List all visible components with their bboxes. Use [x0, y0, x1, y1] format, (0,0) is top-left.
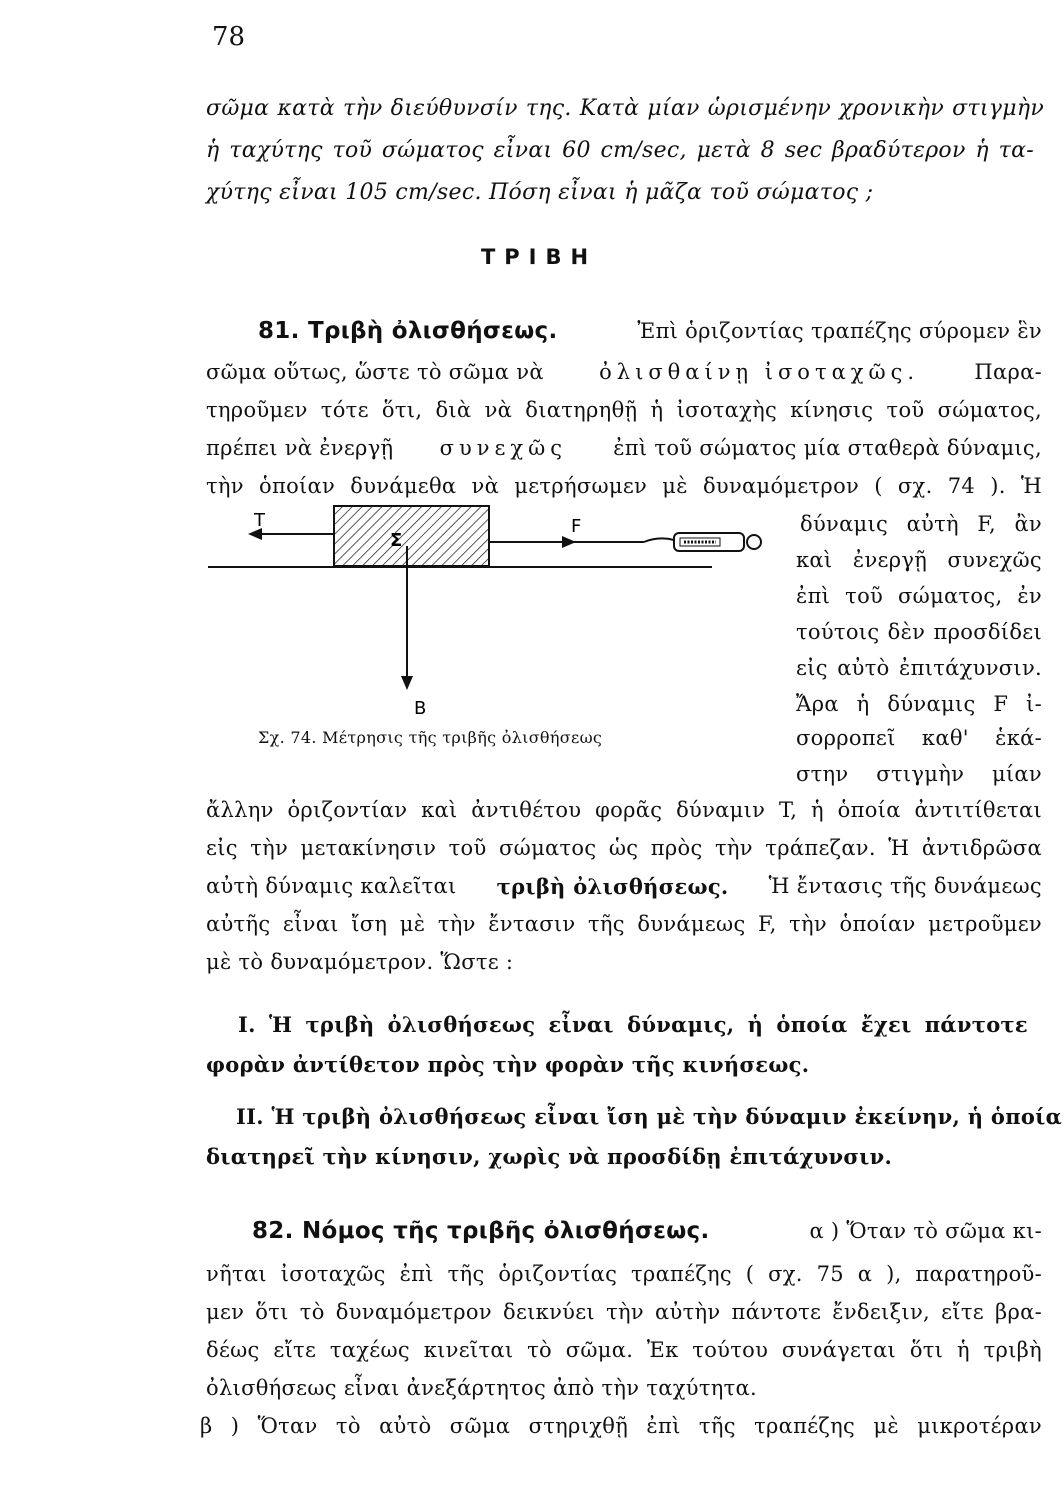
s81-term-friction: τριβὴ ὀλισθήσεως. — [496, 874, 729, 899]
s81-side-line-1: δύναμις αὐτὴ F, ἂν — [800, 512, 1042, 536]
s82-line-4: δέως εἴτε ταχέως κινεῖται τὸ σῶμα. Ἐκ τούτου συνάγεται ὅτι ἡ τριβὴ — [206, 1338, 1042, 1362]
s81-after-line-3 — [206, 874, 1042, 899]
s82-title: 82. Νόμος τῆς τριβῆς ὀλισθήσεως. — [252, 1218, 710, 1244]
intro-line-1: σῶμα κατὰ τὴν διεύθυνσίν της. Κατὰ μίαν ὡρισμένην χρονικὴν στιγμὴν — [206, 96, 1044, 121]
s82-line-3: μεν ὅτι τὸ δυναμόμετρον δεικνύει τὴν αὐτὴν πάντοτε ἔνδειξιν, εἴτε βρα- — [206, 1300, 1042, 1324]
s81-line-2 — [206, 360, 1042, 384]
s81-after-line-2: εἰς τὴν μετακίνησιν τοῦ σώματος ὡς πρὸς τὴν τράπεζαν. Ἡ ἀντιδρῶσα — [206, 836, 1042, 860]
label-T: T — [254, 510, 265, 531]
s81-side-line-3: ἐπὶ τοῦ σώματος, ἐν — [796, 584, 1042, 608]
s81-line-3: τηροῦμεν τότε ὅτι, διὰ νὰ διατηρηθῇ ἡ ἰσοταχὴς κίνησις τοῦ σώματος, — [206, 398, 1042, 422]
section-heading: ΤΡΙΒΗ — [480, 245, 598, 269]
dynamometer-icon — [644, 533, 761, 551]
s81-after-line-3-b: Ἡ ἔντασις τῆς δυνάμεως — [768, 874, 1042, 898]
s81-side-line-4: τούτοις δὲν προσδίδει — [796, 620, 1042, 644]
s81-line-1 — [258, 318, 1042, 344]
s81-after-line-1: ἄλλην ὁριζοντίαν καὶ ἀντιθέτου φορᾶς δύναμιν T, ἡ ὁποία ἀντιτίθεται — [206, 798, 1042, 822]
s81-after-line-5: μὲ τὸ δυναμόμετρον. Ὥστε : — [206, 950, 514, 974]
label-Sigma: Σ — [390, 530, 403, 551]
force-F-arrowhead — [562, 536, 576, 548]
s81-after-line-3-a: αὐτὴ δύναμις καλεῖται — [206, 874, 457, 898]
s81-side-line-6: Ἄρα ἡ δύναμις F ἰ- — [796, 692, 1042, 716]
s82-line-6: β ) Ὅταν τὸ αὐτὸ σῶμα στηριχθῇ ἐπὶ τῆς τραπέζης μὲ μικροτέραν — [200, 1414, 1042, 1438]
s82-line-2: νῆται ἰσοταχῶς ἐπὶ τῆς ὁριζοντίας τραπέζης ( σχ. 75 α ), παρατηροῦ- — [206, 1262, 1042, 1286]
intro-line-2: ἡ ταχύτης τοῦ σώματος εἶναι 60 cm/sec, μετὰ 8 sec βραδύτερον ἡ τα- — [206, 138, 1034, 163]
page-number: 78 — [212, 22, 246, 52]
figure-74 — [204, 496, 774, 722]
s81-side-line-5: εἰς αὐτὸ ἐπιτάχυνσιν. — [796, 656, 1042, 680]
s82-line-1-text: α ) Ὅταν τὸ σῶμα κι- — [809, 1219, 1042, 1243]
s82-line-5: ὀλισθήσεως εἶναι ἀνεξάρτητος ἀπὸ τὴν ταχύτητα. — [206, 1376, 758, 1400]
figure-caption: Σχ. 74. Μέτρησις τῆς τριβῆς ὀλισθήσεως — [258, 728, 603, 747]
rule-2-line-1: II. Ἡ τριβὴ ὀλισθήσεως εἶναι ἴση μὲ τὴν δύναμιν ἐκείνην, ἡ ὁποία — [236, 1104, 1063, 1129]
s81-side-line-8: στην στιγμὴν μίαν — [796, 762, 1042, 786]
s81-line-2-spaced: ὀλισθαίνῃ ἰσοταχῶς. — [599, 360, 920, 384]
s81-side-line-2: καὶ ἐνεργῇ συνεχῶς — [796, 548, 1042, 572]
label-B: B — [414, 698, 427, 719]
sliding-block — [334, 506, 489, 566]
rule-2-line-2: διατηρεῖ τὴν κίνησιν, χωρὶς νὰ προσδίδῃ ἐπιτάχυνσιν. — [206, 1144, 893, 1169]
force-B-arrowhead — [401, 676, 413, 690]
s81-line-5: τὴν ὁποίαν δυνάμεθα νὰ μετρήσωμεν μὲ δυναμόμετρον ( σχ. 74 ). Ἡ — [206, 474, 1042, 498]
s81-line-4-spaced: συνεχῶς — [439, 436, 568, 460]
s81-line-4 — [206, 436, 1042, 460]
s81-line-4-b: ἐπὶ τοῦ σώματος μία σταθερὰ δύναμις, — [613, 436, 1042, 460]
rule-1-line-2: φορὰν ἀντίθετον πρὸς τὴν φορὰν τῆς κινήσεως. — [206, 1052, 810, 1077]
s81-line-2-a: σῶμα οὕτως, ὥστε τὸ σῶμα νὰ — [206, 360, 544, 384]
intro-line-3: χύτης εἶναι 105 cm/sec. Πόση εἶναι ἡ μᾶζα τοῦ σώματος ; — [206, 180, 874, 205]
rule-1-line-1: I. Ἡ τριβὴ ὀλισθήσεως εἶναι δύναμις, ἡ ὁποία ἔχει πάντοτε — [238, 1012, 1028, 1037]
s81-after-line-4: αὐτῆς εἶναι ἴση μὲ τὴν ἔντασιν τῆς δυνάμεως F, τὴν ὁποίαν μετροῦμεν — [206, 912, 1042, 936]
s81-line-4-a: πρέπει νὰ ἐνεργῇ — [206, 436, 394, 460]
s81-side-line-7: σορροπεῖ καθ' ἑκά- — [796, 726, 1042, 750]
s81-line-1-text: Ἐπὶ ὁριζοντίας τραπέζης σύρομεν ἓν — [637, 319, 1042, 343]
s81-line-2-b: Παρα- — [974, 360, 1042, 384]
label-F: F — [571, 516, 582, 537]
s82-line-1 — [252, 1218, 1042, 1244]
s81-title: 81. Τριβὴ ὀλισθήσεως. — [258, 318, 558, 344]
